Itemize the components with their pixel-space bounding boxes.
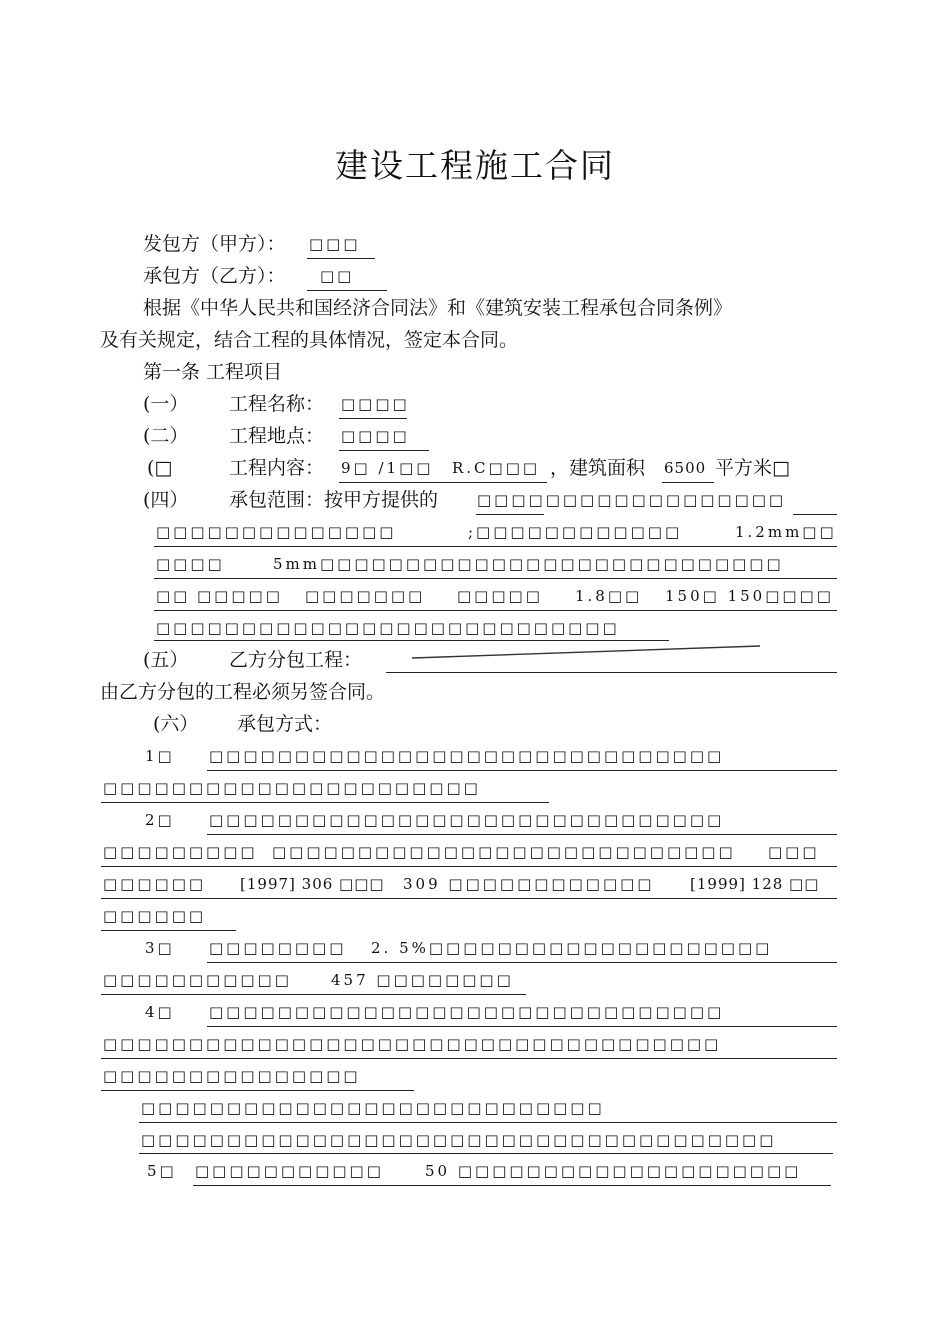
clause-4-line-4-underline [139, 1122, 837, 1123]
clause-2-line-2b: □□□□□□□□□□□□□□□□□□□□□□□□□□□ [272, 843, 736, 861]
clause-2-line-1: □□□□□□□□□□□□□□□□□□□□□□□□□□□□□□ [209, 811, 725, 829]
item-1-underline [339, 418, 407, 419]
party-b-label: 承包方（乙方）： [143, 265, 286, 287]
clause-4-line-3-underline [101, 1090, 414, 1091]
scope-line-3b: □□□□□ [197, 587, 283, 605]
item-4-value: □□□□□□□□□□□□□□□□□□ [477, 491, 787, 509]
party-a-value: □□□ [309, 235, 361, 253]
clause-3-line-2b: 457 □□□□□□□□ [331, 971, 514, 989]
clause-2-line-4: □□□□□□ [103, 907, 207, 925]
item-5-label: 乙方分包工程： [229, 649, 363, 671]
clause-2-line-1-underline [207, 834, 837, 835]
scope-line-2b: 5mm□□□□□□□□□□□□□□□□□□□□□□□□□□□ [273, 555, 784, 573]
item-2-underline [339, 450, 429, 451]
item-3-value-a: 9□ /1□□ [341, 459, 434, 477]
scope-line-3e: 1.8□□ [575, 587, 643, 605]
item-4-underline-end [793, 514, 837, 515]
subcontract-note: 由乙方分包的工程必须另签合同。 [100, 681, 386, 703]
clause-4-line-1-underline [207, 1026, 837, 1027]
clause-2-line-3a: □□□□□□ [103, 875, 207, 893]
clause-4-line-1: □□□□□□□□□□□□□□□□□□□□□□□□□□□□□□ [209, 1003, 725, 1021]
scope-line-1b: ;□□□□□□□□□□□□ [468, 523, 683, 541]
party-b-underline [307, 290, 387, 291]
scope-line-3c: □□□□□□□ [305, 587, 426, 605]
item-3-area-label: ，建筑面积 [550, 457, 646, 479]
clause-2-line-3c: 309 □□□□□□□□□□□□ [403, 875, 655, 893]
clause-2-line-4-underline [101, 930, 236, 931]
clause-5-line-1-underline [193, 1185, 831, 1186]
scope-line-3a: □□ [156, 587, 191, 605]
item-2-number: (二） [143, 425, 189, 447]
scope-line-2-underline [154, 578, 837, 579]
item-3-value-b: R.C□□□ [452, 459, 541, 477]
clause-2-line-3-underline [101, 898, 837, 899]
clause-3-line-2-underline [101, 994, 526, 995]
item-6-label: 承包方式： [237, 713, 333, 735]
document-title: 建设工程施工合同 [335, 146, 615, 185]
clause-2-line-2-underline [101, 866, 837, 867]
scope-line-1c: 1.2mm□□ [735, 523, 837, 541]
strike-through-line [410, 642, 764, 662]
clause-2-line-3d: [1999] 128 □□ [690, 875, 820, 893]
item-4-underline-short [476, 514, 544, 515]
clause-2-line-2a: □□□□□□□□□ [103, 843, 258, 861]
item-5-number: (五） [143, 649, 189, 671]
clause-4-line-5-underline [139, 1153, 833, 1154]
clause-2-number: 2□ [145, 811, 175, 829]
article-1-heading: 第一条 工程项目 [143, 361, 283, 383]
scope-line-3f: 150□ 150□□□□ [665, 587, 834, 605]
item-3-underline [339, 482, 547, 483]
clause-3-line-1b: 2. 5%□□□□□□□□□□□□□□□□□□□□ [371, 939, 773, 957]
intro-line-2: 及有关规定，结合工程的具体情况，签定本合同。 [100, 329, 519, 351]
item-2-value: □□□□ [341, 427, 410, 445]
item-4-label: 承包范围：按甲方提供的 [229, 489, 439, 511]
item-3-number: (□ [147, 457, 173, 479]
scope-line-2a: □□□□ [156, 555, 225, 573]
item-1-label: 工程名称： [229, 393, 325, 415]
scope-line-3d: □□□□□ [457, 587, 543, 605]
scope-line-1-underline [154, 546, 837, 547]
clause-1-line-1: □□□□□□□□□□□□□□□□□□□□□□□□□□□□□□ [209, 747, 725, 765]
clause-1-line-1-underline [207, 770, 837, 771]
party-b-value: □□ [320, 267, 355, 285]
item-2-label: 工程地点： [229, 425, 325, 447]
clause-4-number: 4□ [145, 1003, 175, 1021]
clause-3-line-1a: □□□□□□□□ [209, 939, 347, 957]
clause-4-line-4: □□□□□□□□□□□□□□□□□□□□□□□□□□□ [141, 1099, 605, 1117]
clause-3-line-2a: □□□□□□□□□□□ [103, 971, 292, 989]
clause-3-number: 3□ [145, 939, 175, 957]
scope-line-4-underline [154, 640, 669, 641]
clause-4-line-2: □□□□□□□□□□□□□□□□□□□□□□□□□□□□□□□□□□□□ [103, 1035, 722, 1053]
scope-line-1a: □□□□□□□□□□□□□□ [156, 523, 397, 541]
item-5-underline [386, 672, 837, 673]
clause-4-line-3: □□□□□□□□□□□□□□□ [103, 1067, 361, 1085]
clause-3-line-1-underline [207, 962, 837, 963]
item-1-number: (一） [143, 393, 189, 415]
intro-line-1: 根据《中华人民共和国经济合同法》和《建筑安装工程承包合同条例》 [143, 297, 733, 319]
item-3-area-value: 6500 [664, 459, 707, 477]
party-a-underline [307, 258, 375, 259]
scope-line-4: □□□□□□□□□□□□□□□□□□□□□□□□□□□ [156, 619, 620, 637]
item-4-number: (四） [143, 489, 189, 511]
clause-1-line-2: □□□□□□□□□□□□□□□□□□□□□□ [103, 779, 481, 797]
clause-2-line-2c: □□□ [768, 843, 820, 861]
item-3-area-unit: 平方米□ [715, 457, 790, 479]
clause-1-line-2-underline [101, 802, 549, 803]
item-3-label: 工程内容： [229, 457, 325, 479]
clause-4-line-5: □□□□□□□□□□□□□□□□□□□□□□□□□□□□□□□□□□□□□ [141, 1131, 777, 1149]
scope-line-3-underline [154, 610, 837, 611]
clause-2-line-3b: [1997] 306 □□□ [240, 875, 385, 893]
item-6-number: (六） [153, 713, 199, 735]
clause-5-number: 5□ [147, 1162, 177, 1180]
clause-1-number: 1□ [145, 747, 175, 765]
clause-4-line-2-underline [101, 1058, 837, 1059]
item-3-area-underline [662, 482, 714, 483]
clause-5-line-1a: □□□□□□□□□□□ [195, 1162, 384, 1180]
item-1-value: □□□□ [341, 395, 410, 413]
party-a-label: 发包方（甲方）： [143, 233, 286, 255]
clause-5-line-1b: 50 □□□□□□□□□□□□□□□□□□□□ [425, 1162, 802, 1180]
